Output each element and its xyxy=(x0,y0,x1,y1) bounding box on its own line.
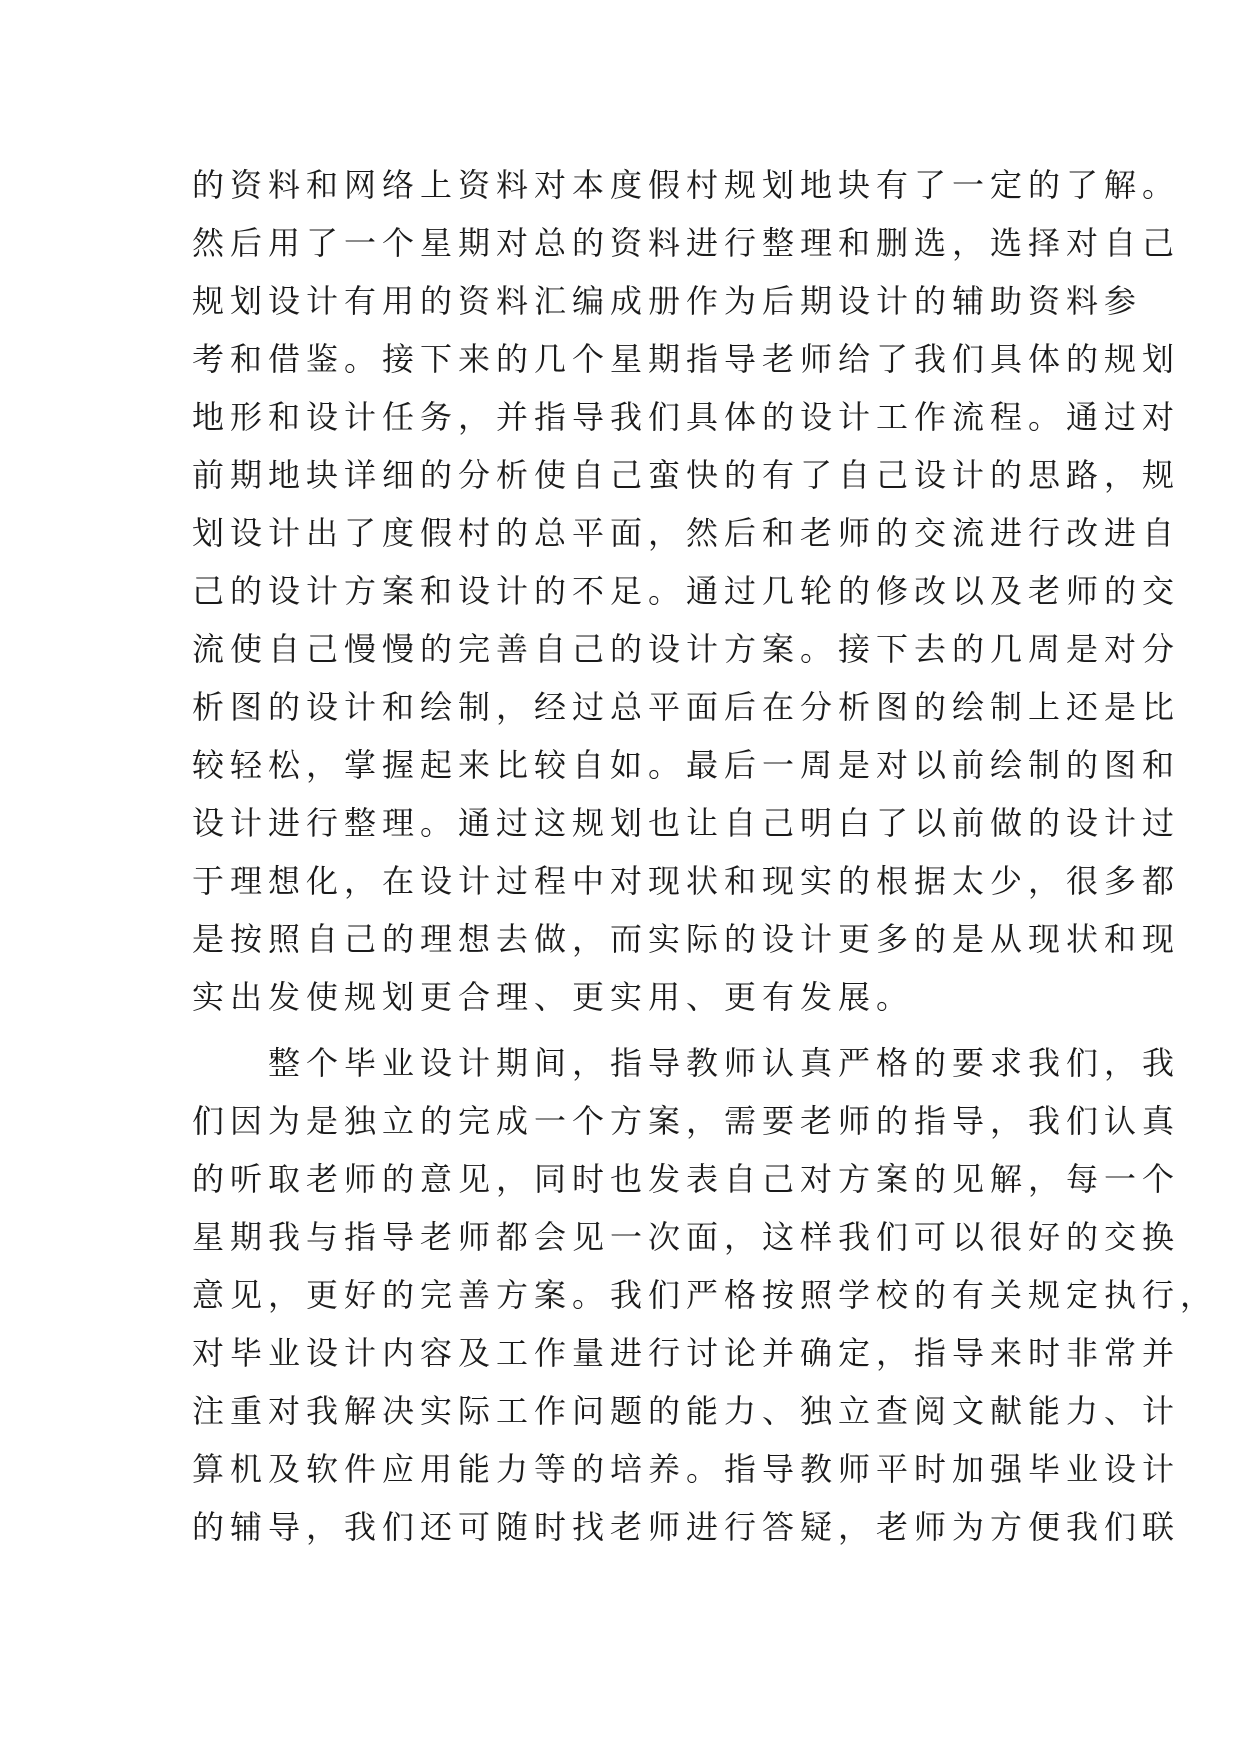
paragraph-2 xyxy=(192,1034,1219,1556)
text-line: 们因为是独立的完成一个方案，需要老师的指导，我们认真 xyxy=(192,1102,1181,1140)
text-line: 算机及软件应用能力等的培养。指导教师平时加强毕业设计 xyxy=(192,1450,1181,1488)
text-line: 的资料和网络上资料对本度假村规划地块有了一定的了解。 xyxy=(192,166,1181,204)
text-line: 考和借鉴。接下来的几个星期指导老师给了我们具体的规划 xyxy=(192,340,1181,378)
text-line: 意见，更好的完善方案。我们严格按照学校的有关规定执行， xyxy=(192,1276,1219,1314)
text-line: 析图的设计和绘制，经过总平面后在分析图的绘制上还是比 xyxy=(192,688,1181,726)
paragraph-gap xyxy=(192,1026,1072,1034)
text-line: 流使自己慢慢的完善自己的设计方案。接下去的几周是对分 xyxy=(192,630,1181,668)
text-line: 的辅导，我们还可随时找老师进行答疑，老师为方便我们联 xyxy=(192,1508,1181,1546)
text-line: 是按照自己的理想去做，而实际的设计更多的是从现状和现 xyxy=(192,920,1181,958)
text-line: 的听取老师的意见，同时也发表自己对方案的见解，每一个 xyxy=(192,1160,1181,1198)
text-line: 整个毕业设计期间，指导教师认真严格的要求我们，我 xyxy=(192,1044,1181,1082)
text-line: 然后用了一个星期对总的资料进行整理和删选，选择对自己 xyxy=(192,224,1181,262)
text-line: 较轻松，掌握起来比较自如。最后一周是对以前绘制的图和 xyxy=(192,746,1181,784)
body-text xyxy=(192,156,1219,1556)
text-line: 划设计出了度假村的总平面，然后和老师的交流进行改进自 xyxy=(192,514,1181,552)
text-line: 星期我与指导老师都会见一次面，这样我们可以很好的交换 xyxy=(192,1218,1181,1256)
text-line: 实出发使规划更合理、更实用、更有发展。 xyxy=(192,978,915,1016)
text-line: 地形和设计任务，并指导我们具体的设计工作流程。通过对 xyxy=(192,398,1181,436)
text-line: 前期地块详细的分析使自己蛮快的有了自己设计的思路，规 xyxy=(192,456,1181,494)
text-line: 己的设计方案和设计的不足。通过几轮的修改以及老师的交 xyxy=(192,572,1181,610)
text-line: 设计进行整理。通过这规划也让自己明白了以前做的设计过 xyxy=(192,804,1181,842)
text-line: 注重对我解决实际工作问题的能力、独立查阅文献能力、计 xyxy=(192,1392,1181,1430)
text-line: 规划设计有用的资料汇编成册作为后期设计的辅助资料参 xyxy=(192,282,1143,320)
text-line: 对毕业设计内容及工作量进行讨论并确定，指导来时非常并 xyxy=(192,1334,1181,1372)
text-line: 于理想化，在设计过程中对现状和现实的根据太少，很多都 xyxy=(192,862,1181,900)
paragraph-1 xyxy=(192,156,1181,1026)
